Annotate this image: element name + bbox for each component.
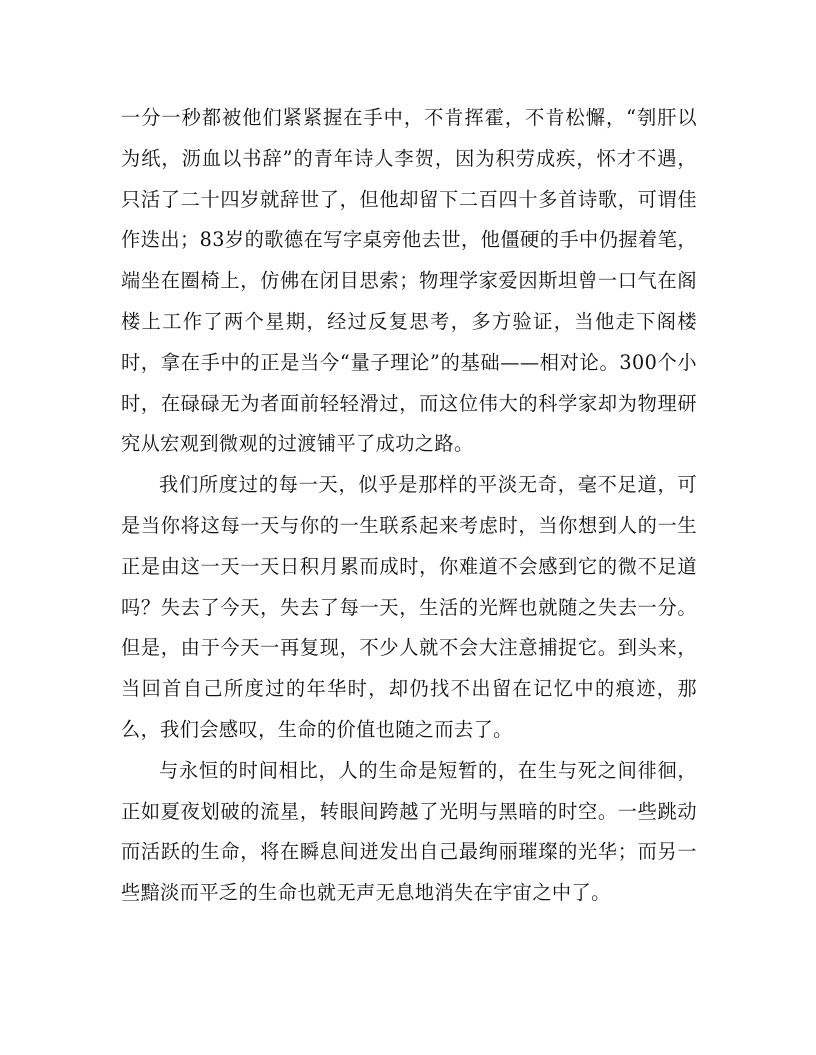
paragraph-2: 我们所度过的每一天，似乎是那样的平淡无奇，毫不足道，可是当你将这每一天与你的一生联系起来考虑时，当你想到人的一生正是由这一天一天日积月累而成时，你难道不会感到它的微不足道吗？失去了今天，失去了每一天，生活的光辉也就随之失去一分。但是，由于今天一再复现，不少人就不会大注意捕捉它。到头来，当回首自己所度过的年华时，却仍找不出留在记忆中的痕迹，那么，我们会感叹，生命的价值也随之而去了。	[121, 473, 697, 741]
document-page	[121, 98, 697, 914]
paragraph-1: 一分一秒都被他们紧紧握在手中，不肯挥霍，不肯松懈，“刳肝以为纸，沥血以书辞”的青年诗人李贺，因为积劳成疾，怀才不遇，只活了二十四岁就辞世了，但他却留下二百四十多首诗歌，可谓佳作迭出；83岁的歌德在写字桌旁他去世，他僵硬的手中仍握着笔，端坐在圈椅上，仿佛在闭目思索；物理学家爱因斯坦曾一口气在阁楼上工作了两个星期，经过反复思考，多方验证，当他走下阁楼时，拿在手中的正是当今“量子理论”的基础——相对论。300个小时，在碌碌无为者面前轻轻滑过，而这位伟大的科学家却为物理研究从宏观到微观的过渡铺平了成功之路。	[121, 106, 697, 456]
paragraph-3: 与永恒的时间相比，人的生命是短暂的，在生与死之间徘徊，正如夏夜划破的流星，转眼间跨越了光明与黑暗的时空。一些跳动而活跃的生命，将在瞬息间迸发出自己最绚丽璀璨的光华；而另一些黯淡而平乏的生命也就无声无息地消失在宇宙之中了。	[121, 758, 697, 905]
